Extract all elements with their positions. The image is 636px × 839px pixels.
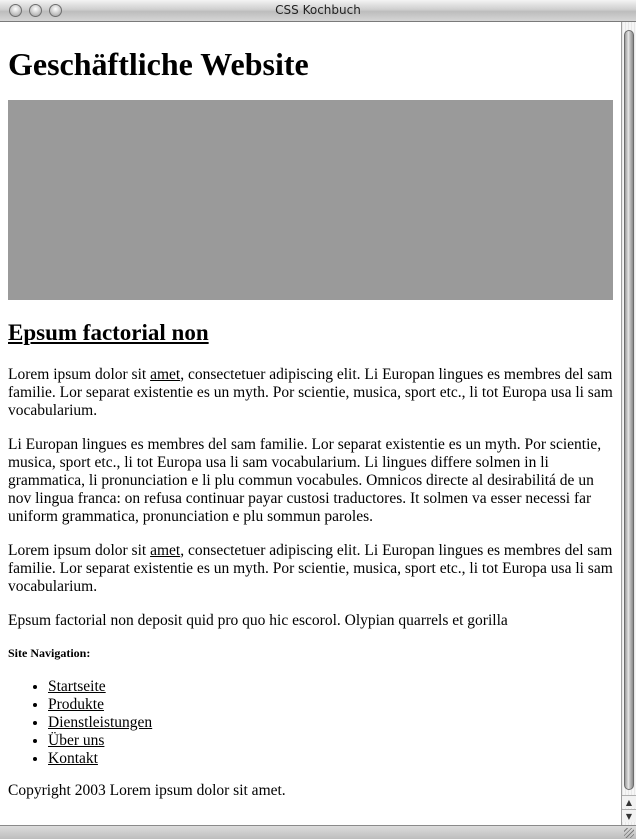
scroll-up-arrow-icon[interactable]: ▲ — [622, 795, 636, 808]
scroll-down-arrow-icon[interactable]: ▼ — [622, 809, 636, 822]
banner-image — [8, 100, 613, 300]
paragraph-4: Epsum factorial non deposit quid pro quo hic escorol. Olypian quarrels et gorilla — [8, 612, 508, 629]
nav-item-dienstleistungen — [48, 714, 613, 732]
paragraph-3-text-end: , consectetuer adipiscing elit. Li Europan lingues es membres del sam familie. Lor separat existentie es un myth. Por scientie, musica, sport etc., li tot Europa usa li sam vocabularium. — [8, 542, 613, 595]
vertical-scrollbar[interactable] — [621, 22, 636, 825]
site-navigation-heading: Site Navigation: — [8, 646, 91, 660]
nav-link-dienstleistungen[interactable]: Dienstleistungen — [48, 714, 153, 731]
paragraph-2: Li Europan lingues es membres del sam familie. Lor separat existentie es un myth. Por scientie, musica, sport etc., li tot Europa usa li sam vocabularium. Li lingues differe solmen in li grammatica, li pronunciation e li plu commun vocabules. Omnicos directe al desirabilitá de un nov lingua franca: on refusa continuar payar custosi traductores. It solmen va esser necessi far uniform grammatica, pronunciation e plu sommun paroles. — [8, 436, 602, 525]
footer-copyright: Copyright 2003 Lorem ipsum dolor sit amet. — [8, 782, 286, 799]
amet-link-2[interactable]: amet — [150, 542, 181, 559]
window-bottom-bar — [0, 825, 636, 839]
paragraph-3 — [8, 542, 613, 596]
paragraph-1 — [8, 366, 613, 420]
nav-link-produkte[interactable]: Produkte — [48, 696, 104, 713]
amet-link-1[interactable]: amet — [150, 366, 181, 383]
paragraph-3-text-start: Lorem ipsum dolor sit — [8, 542, 151, 559]
nav-link-kontakt[interactable]: Kontakt — [48, 750, 98, 767]
paragraph-1-text-end: , consectetuer adipiscing elit. Li Europan lingues es membres del sam familie. Lor separat existentie es un myth. Por scientie, musica, sport etc., li tot Europa usa li sam vocabularium. — [8, 366, 613, 419]
window-title: CSS Kochbuch — [275, 3, 361, 17]
section-heading-link[interactable]: Epsum factorial non — [8, 320, 209, 345]
resize-grip-icon[interactable] — [624, 828, 634, 838]
nav-link-ueber-uns[interactable]: Über uns — [48, 732, 105, 749]
site-navigation-list — [8, 678, 613, 768]
nav-item-produkte — [48, 696, 613, 714]
nav-item-ueber-uns — [48, 732, 613, 750]
scrollbar-thumb[interactable] — [624, 30, 634, 790]
nav-item-kontakt — [48, 750, 613, 768]
page-title: Geschäftliche Website — [8, 46, 309, 82]
page-content — [0, 22, 621, 825]
nav-item-startseite — [48, 678, 613, 696]
paragraph-1-text-start: Lorem ipsum dolor sit — [8, 366, 151, 383]
nav-link-startseite[interactable]: Startseite — [48, 678, 106, 695]
section-heading — [8, 320, 613, 346]
title-bar[interactable] — [0, 0, 636, 22]
